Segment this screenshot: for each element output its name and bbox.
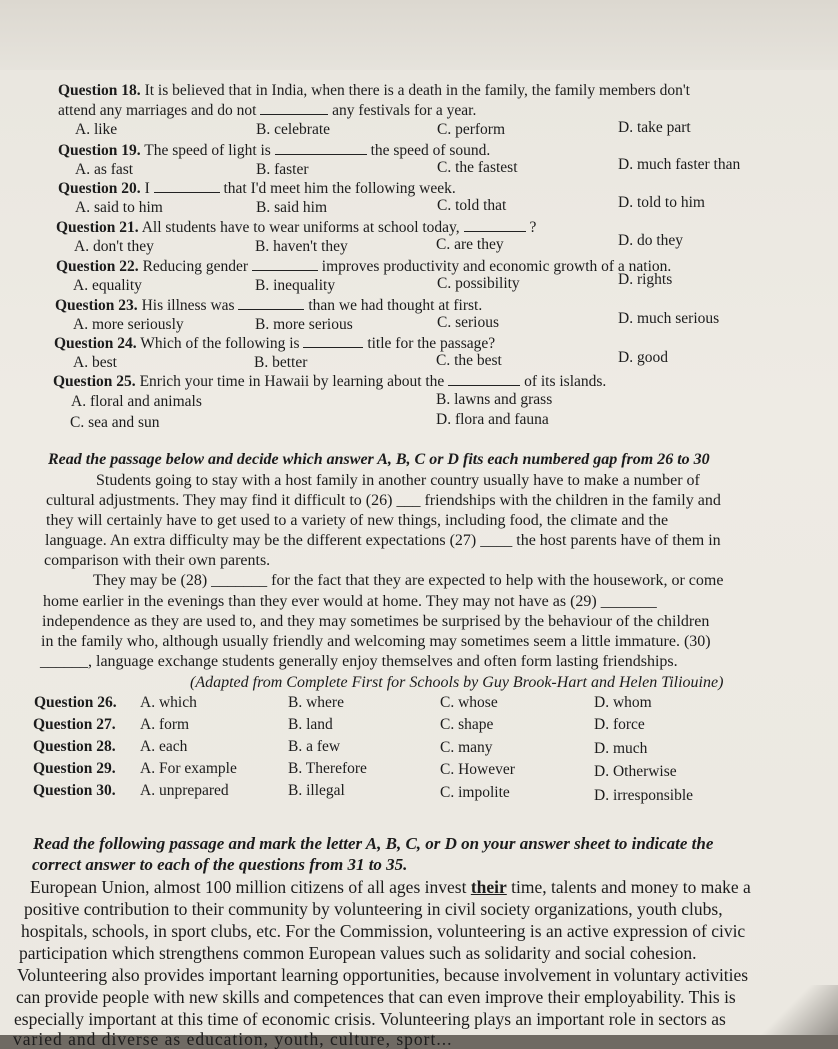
q25-text-before-gap: Question 25. Enrich your time in Hawaii by learning about the <box>53 373 445 390</box>
q21-stem <box>56 219 536 237</box>
q24-option-b: B. better <box>254 354 308 371</box>
passage1-line: they will certainly have to get used to a variety of new things, including food, the climate and the <box>46 512 669 529</box>
q24-option-a: A. best <box>73 354 117 371</box>
q18-line1-text: Question 18. It is believed that in India, when there is a death in the family, the family members don't <box>58 82 690 99</box>
q20-option-c: C. told that <box>437 197 507 214</box>
q19-stem <box>58 142 490 160</box>
passage1-line: They may be (28) _______ for the fact that they are expected to help with the housework, or come <box>93 572 724 589</box>
q20-text-after-gap: that I'd meet him the following week. <box>223 180 456 197</box>
q26-label: Question 26. <box>34 694 117 711</box>
passage1-line: language. An extra difficulty may be the different expectations (27) ____ the host parents have of them in <box>45 532 721 549</box>
question-number: Question 18. <box>58 82 141 99</box>
q27-label: Question 27. <box>33 716 116 733</box>
q22-option-b: B. inequality <box>255 277 336 294</box>
q25-option-b: B. lawns and grass <box>436 391 553 408</box>
q25-stem <box>53 373 606 391</box>
q19-option-c: C. the fastest <box>437 159 518 176</box>
q20-gap <box>154 180 220 193</box>
q28-option-b: B. a few <box>288 738 341 755</box>
q30-option-b: B. illegal <box>288 782 345 799</box>
q26-option-b: B. where <box>288 694 344 711</box>
q25-option-d: D. flora and fauna <box>436 411 549 428</box>
q19-text-before-gap: Question 19. The speed of light is <box>58 142 271 159</box>
question-number: Question 21. <box>56 219 139 236</box>
q20-option-b: B. said him <box>256 199 328 216</box>
q29-option-d: D. Otherwise <box>594 763 677 780</box>
q24-stem <box>54 335 495 353</box>
question-number: Question 25. <box>53 373 136 390</box>
q23-stem <box>55 297 482 315</box>
q30-option-c: C. impolite <box>440 784 510 801</box>
question-number: Question 22. <box>56 258 139 275</box>
q24-gap <box>303 335 363 348</box>
q22-stem <box>56 258 671 276</box>
passage1-line: cultural adjustments. They may find it difficult to (26) ___ friendships with the children in the family and <box>46 492 721 509</box>
q27-option-d: D. force <box>594 716 645 733</box>
q18-option-b: B. celebrate <box>256 121 331 138</box>
passage2-heading-line1: Read the following passage and mark the letter A, B, C, or D on your answer sheet to indicate the <box>33 834 714 853</box>
passage2-line: positive contribution to their community by volunteering in civil society organizations, youth clubs, <box>24 899 723 919</box>
q18-text-before-gap: attend any marriages and do not <box>58 102 257 119</box>
q20-text-before-gap: Question 20. I <box>58 180 150 197</box>
q29-option-b: B. Therefore <box>288 760 367 777</box>
q23-option-b: B. more serious <box>255 316 353 333</box>
q24-text-before-gap: Question 24. Which of the following is <box>54 335 300 352</box>
q22-option-d: D. rights <box>618 271 673 288</box>
passage1-line: in the family who, although usually friendly and welcoming may sometimes seem a little immature. (30) <box>41 633 711 650</box>
passage2-line1-start: European Union, almost 100 million citizens of all ages invest <box>30 877 467 897</box>
q28-option-d: D. much <box>594 740 648 757</box>
q23-gap <box>238 297 304 310</box>
q26-option-d: D. whom <box>594 694 652 711</box>
passage1-source: (Adapted from Complete First for Schools by Guy Brook-Hart and Helen Tiliouine) <box>190 674 724 691</box>
passage2-line: hospitals, schools, in sport clubs, etc. For the Commission, volunteering is an active expression of civic <box>21 921 746 941</box>
passage2-heading-line2: correct answer to each of the questions from 31 to 35. <box>32 855 408 874</box>
q21-option-b: B. haven't they <box>255 238 348 255</box>
q27-option-a: A. form <box>140 716 190 733</box>
passage2-line: especially important at this time of economic crisis. Volunteering plays an important role in sectors as <box>14 1009 726 1029</box>
passage1-heading: Read the passage below and decide which answer A, B, C or D fits each numbered gap from 26 to 30 <box>48 451 710 468</box>
passage1-line: ______, language exchange students generally enjoy themselves and often form lasting friendships. <box>40 653 678 670</box>
passage2-line: Volunteering also provides important learning opportunities, because involvement in voluntary activities <box>17 965 749 985</box>
q18-option-d: D. take part <box>618 119 691 136</box>
q29-label: Question 29. <box>33 760 116 777</box>
q25-option-a: A. floral and animals <box>71 393 202 410</box>
q22-option-c: C. possibility <box>437 275 520 292</box>
q24-text-after-gap: title for the passage? <box>367 335 496 352</box>
passage1-line: comparison with their own parents. <box>44 552 271 569</box>
q18-option-c: C. perform <box>437 121 506 138</box>
q19-option-d: D. much faster than <box>618 156 741 173</box>
q30-option-d: D. irresponsible <box>594 787 694 804</box>
q25-text-after-gap: of its islands. <box>524 373 607 390</box>
underlined-word-their: their <box>470 877 507 897</box>
q26-option-c: C. whose <box>440 694 498 711</box>
q30-option-a: A. unprepared <box>140 782 229 799</box>
q22-gap <box>252 258 318 271</box>
q21-option-a: A. don't they <box>74 238 154 255</box>
question-number: Question 23. <box>55 297 138 314</box>
passage2-line1-end: time, talents and money to make a <box>511 877 751 897</box>
q30-label: Question 30. <box>33 782 116 799</box>
q21-text-before-gap: Question 21. All students have to wear uniforms at school today, <box>56 219 460 236</box>
q21-gap <box>464 219 526 232</box>
page-corner-shadow <box>758 985 838 1035</box>
q19-option-b: B. faster <box>256 161 309 178</box>
q18-text-after-gap: any festivals for a year. <box>332 102 477 119</box>
q18-gap <box>260 102 328 115</box>
q27-option-b: B. land <box>288 716 333 733</box>
q19-gap <box>275 142 367 155</box>
q22-option-a: A. equality <box>73 277 142 294</box>
q25-option-c: C. sea and sun <box>70 414 160 431</box>
q20-option-a: A. said to him <box>75 199 163 216</box>
q19-option-a: A. as fast <box>75 161 134 178</box>
q23-text-before-gap: Question 23. His illness was <box>55 297 235 314</box>
passage2-line: can provide people with new skills and competences that can even improve their employability. This is <box>16 987 736 1007</box>
question-number: Question 19. <box>58 142 141 159</box>
q20-option-d: D. told to him <box>618 194 705 211</box>
q23-option-d: D. much serious <box>618 310 720 327</box>
passage1-line: independence as they are used to, and they may sometimes be surprised by the behaviour of the children <box>42 613 710 630</box>
q28-label: Question 28. <box>33 738 116 755</box>
q21-option-d: D. do they <box>618 232 684 249</box>
q23-option-a: A. more seriously <box>73 316 184 333</box>
q22-text-before-gap: Question 22. Reducing gender <box>56 258 249 275</box>
question-number: Question 24. <box>54 335 137 352</box>
q18-option-a: A. like <box>75 121 118 138</box>
q28-option-c: C. many <box>440 739 493 756</box>
q20-stem <box>58 180 456 198</box>
q29-option-c: C. However <box>440 761 515 778</box>
q23-text-after-gap: than we had thought at first. <box>308 297 483 314</box>
passage2-line <box>30 878 751 896</box>
q21-text-after-gap: ? <box>529 219 537 236</box>
q29-option-a: A. For example <box>140 760 237 777</box>
page-top-margin <box>0 0 838 70</box>
passage1-line: home earlier in the evenings than they ever would at home. They may not have as (29) _______ <box>43 593 657 610</box>
q24-option-d: D. good <box>618 349 668 366</box>
q26-option-a: A. which <box>140 694 197 711</box>
q28-option-a: A. each <box>140 738 188 755</box>
q21-option-c: C. are they <box>436 236 504 253</box>
passage1-line: Students going to stay with a host family in another country usually have to make a number of <box>96 472 700 489</box>
q19-text-after-gap: the speed of sound. <box>370 142 491 159</box>
question-number: Question 20. <box>58 180 141 197</box>
q27-option-c: C. shape <box>440 716 494 733</box>
q22-text-after-gap: improves productivity and economic growth of a nation. <box>321 258 672 275</box>
passage2-line: participation which strengthens common European values such as solidarity and social cohesion. <box>19 943 697 963</box>
q18-line2 <box>58 102 476 120</box>
passage2-line: varied and diverse as education, youth, culture, sport... <box>13 1029 453 1049</box>
q25-gap <box>448 373 520 386</box>
q23-option-c: C. serious <box>437 314 499 331</box>
q24-option-c: C. the best <box>436 352 502 369</box>
